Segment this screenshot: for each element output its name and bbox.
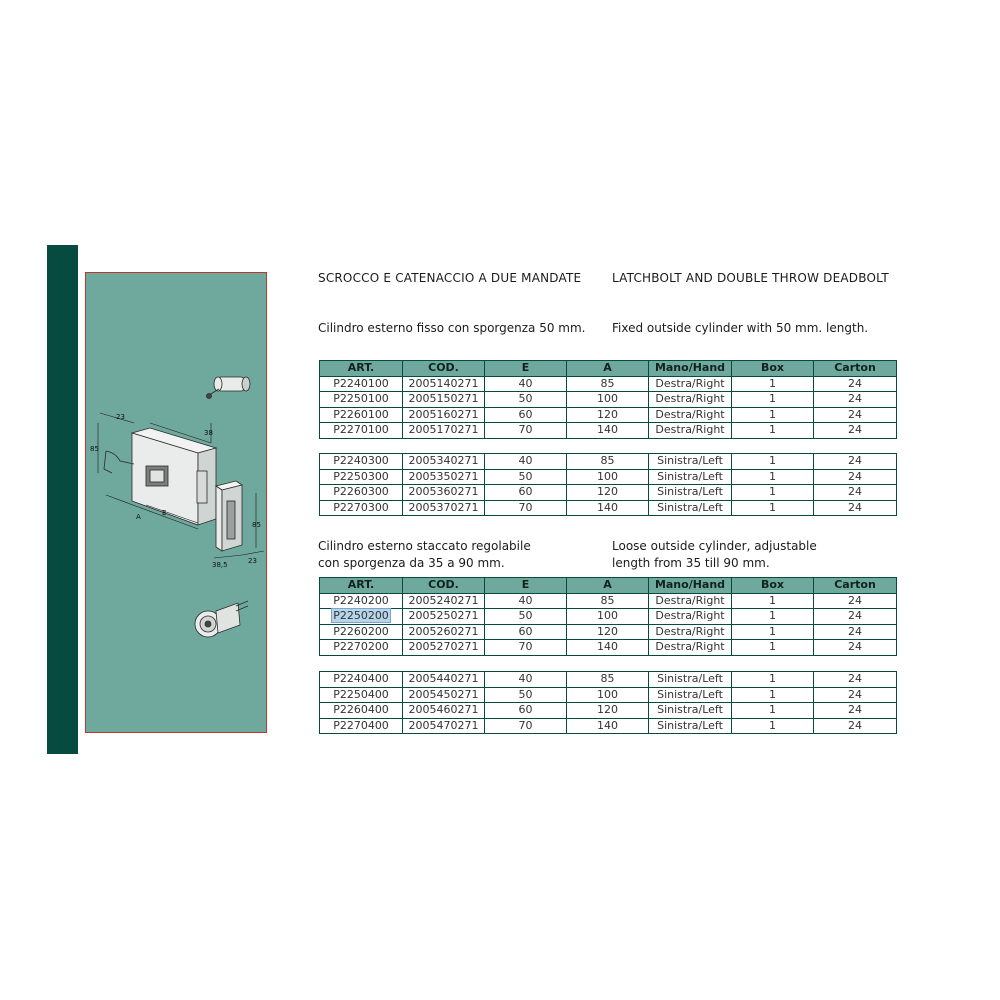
cell-art: P2270100 [320, 423, 403, 439]
cell-cod: 2005160271 [403, 407, 485, 423]
cell-box: 1 [732, 423, 814, 439]
cell-art [320, 609, 403, 625]
side-accent-bar [47, 245, 78, 754]
table-row [320, 376, 897, 392]
cell-art: P2260100 [320, 407, 403, 423]
cell-box: 1 [732, 672, 814, 688]
col-header-a: A [567, 361, 649, 377]
cell-art: P2250400 [320, 687, 403, 703]
cell-a: 140 [567, 500, 649, 516]
loose-cylinder-drawing [195, 601, 248, 637]
cell-hand: Sinistra/Left [649, 469, 732, 485]
cell-box: 1 [732, 624, 814, 640]
dim-a: A [136, 513, 141, 521]
cell-carton: 24 [814, 454, 897, 470]
cell-hand: Sinistra/Left [649, 703, 732, 719]
highlighted-article: P2250200 [333, 609, 389, 623]
fixed-cylinder-drawing [207, 377, 251, 399]
table-row [320, 500, 897, 516]
cell-carton: 24 [814, 624, 897, 640]
cell-cod: 2005250271 [403, 609, 485, 625]
dim-23-top: 23 [116, 413, 125, 421]
cell-hand: Sinistra/Left [649, 718, 732, 734]
table-header-row [320, 578, 897, 594]
col-header-box: Box [732, 578, 814, 594]
col-header-art: ART. [320, 361, 403, 377]
cell-hand: Destra/Right [649, 407, 732, 423]
table-header-row [320, 361, 897, 377]
strike-box-drawing [216, 481, 242, 551]
col-header-carton: Carton [814, 578, 897, 594]
cell-box: 1 [732, 593, 814, 609]
cell-box: 1 [732, 609, 814, 625]
col-header-hand: Mano/Hand [649, 361, 732, 377]
cell-carton: 24 [814, 609, 897, 625]
cell-a: 100 [567, 392, 649, 408]
subtitle-fixed-en: Fixed outside cylinder with 50 mm. length. [612, 321, 869, 335]
cell-carton: 24 [814, 593, 897, 609]
table-row [320, 454, 897, 470]
cell-hand: Destra/Right [649, 609, 732, 625]
spec-table-loose-left [319, 671, 897, 734]
table-row [320, 485, 897, 501]
dim-e: E [162, 509, 167, 517]
table-row [320, 609, 897, 625]
cell-art: P2240300 [320, 454, 403, 470]
cell-a: 85 [567, 454, 649, 470]
cell-box: 1 [732, 469, 814, 485]
cell-cod: 2005340271 [403, 454, 485, 470]
cell-box: 1 [732, 454, 814, 470]
table-row [320, 718, 897, 734]
cell-hand: Sinistra/Left [649, 687, 732, 703]
cell-art: P2270200 [320, 640, 403, 656]
cell-cod: 2005350271 [403, 469, 485, 485]
spec-table-fixed [319, 360, 897, 439]
spec-table-loose [319, 577, 897, 656]
cell-hand: Destra/Right [649, 640, 732, 656]
cell-carton: 24 [814, 469, 897, 485]
col-header-cod: COD. [403, 578, 485, 594]
table-row [320, 469, 897, 485]
subtitle-loose-it-2: con sporgenza da 35 a 90 mm. [318, 556, 505, 570]
table-row [320, 672, 897, 688]
table-row [320, 624, 897, 640]
cell-box: 1 [732, 640, 814, 656]
cell-a: 85 [567, 593, 649, 609]
dim-38: 38 [204, 429, 213, 437]
cell-e: 70 [485, 640, 567, 656]
table-row [320, 703, 897, 719]
col-header-a: A [567, 578, 649, 594]
cell-carton: 24 [814, 485, 897, 501]
col-header-hand: Mano/Hand [649, 578, 732, 594]
cell-box: 1 [732, 407, 814, 423]
cell-hand: Sinistra/Left [649, 500, 732, 516]
cell-e: 50 [485, 469, 567, 485]
cell-e: 50 [485, 609, 567, 625]
cell-carton: 24 [814, 392, 897, 408]
cell-e: 60 [485, 624, 567, 640]
cell-a: 140 [567, 640, 649, 656]
lock-body-drawing [104, 428, 216, 525]
dim-85-left: 85 [90, 445, 99, 453]
cell-cod: 2005140271 [403, 376, 485, 392]
cell-e: 70 [485, 500, 567, 516]
cell-carton: 24 [814, 376, 897, 392]
cell-carton: 24 [814, 718, 897, 734]
cell-a: 85 [567, 376, 649, 392]
col-header-e: E [485, 578, 567, 594]
table-row [320, 687, 897, 703]
subtitle-loose-en-2: length from 35 till 90 mm. [612, 556, 770, 570]
cell-e: 40 [485, 454, 567, 470]
subtitle-loose-it-1: Cilindro esterno staccato regolabile [318, 539, 531, 553]
dim-38-5: 38,5 [212, 561, 228, 569]
cell-e: 60 [485, 485, 567, 501]
cell-carton: 24 [814, 640, 897, 656]
cell-cod: 2005240271 [403, 593, 485, 609]
cell-box: 1 [732, 485, 814, 501]
title-italian: SCROCCO E CATENACCIO A DUE MANDATE [318, 271, 582, 285]
col-header-box: Box [732, 361, 814, 377]
cell-e: 50 [485, 392, 567, 408]
cell-hand: Destra/Right [649, 392, 732, 408]
cell-e: 70 [485, 423, 567, 439]
cell-box: 1 [732, 376, 814, 392]
cell-hand: Destra/Right [649, 423, 732, 439]
cell-a: 120 [567, 624, 649, 640]
cell-cod: 2005450271 [403, 687, 485, 703]
cell-hand: Destra/Right [649, 624, 732, 640]
cell-carton: 24 [814, 500, 897, 516]
cell-cod: 2005360271 [403, 485, 485, 501]
cell-a: 140 [567, 718, 649, 734]
cell-art: P2270300 [320, 500, 403, 516]
cell-cod: 2005150271 [403, 392, 485, 408]
cell-cod: 2005470271 [403, 718, 485, 734]
cell-hand: Sinistra/Left [649, 485, 732, 501]
cell-a: 120 [567, 407, 649, 423]
cell-carton: 24 [814, 423, 897, 439]
table-row [320, 392, 897, 408]
cell-art: P2240200 [320, 593, 403, 609]
cell-carton: 24 [814, 703, 897, 719]
col-header-art: ART. [320, 578, 403, 594]
cell-art: P2260200 [320, 624, 403, 640]
cell-a: 85 [567, 672, 649, 688]
cell-hand: Sinistra/Left [649, 672, 732, 688]
cell-hand: Destra/Right [649, 593, 732, 609]
cell-e: 60 [485, 703, 567, 719]
cell-box: 1 [732, 718, 814, 734]
dim-85-right: 85 [252, 521, 261, 529]
cell-e: 40 [485, 593, 567, 609]
title-english: LATCHBOLT AND DOUBLE THROW DEADBOLT [612, 271, 889, 285]
cell-cod: 2005460271 [403, 703, 485, 719]
cell-box: 1 [732, 392, 814, 408]
cell-a: 140 [567, 423, 649, 439]
cell-box: 1 [732, 703, 814, 719]
cell-box: 1 [732, 500, 814, 516]
cell-a: 100 [567, 469, 649, 485]
table-row [320, 593, 897, 609]
col-header-carton: Carton [814, 361, 897, 377]
table-row [320, 407, 897, 423]
cell-e: 70 [485, 718, 567, 734]
table-row [320, 640, 897, 656]
cell-art: P2250100 [320, 392, 403, 408]
cell-cod: 2005270271 [403, 640, 485, 656]
subtitle-loose-en-1: Loose outside cylinder, adjustable [612, 539, 817, 553]
cell-cod: 2005370271 [403, 500, 485, 516]
cell-cod: 2005260271 [403, 624, 485, 640]
subtitle-fixed-it: Cilindro esterno fisso con sporgenza 50 mm. [318, 321, 586, 335]
cell-cod: 2005170271 [403, 423, 485, 439]
cell-e: 60 [485, 407, 567, 423]
cell-art: P2240100 [320, 376, 403, 392]
table-row [320, 423, 897, 439]
cell-e: 40 [485, 376, 567, 392]
cell-art: P2260300 [320, 485, 403, 501]
cell-e: 40 [485, 672, 567, 688]
cell-carton: 24 [814, 687, 897, 703]
cell-a: 100 [567, 609, 649, 625]
cell-art: P2270400 [320, 718, 403, 734]
cell-cod: 2005440271 [403, 672, 485, 688]
cell-a: 120 [567, 703, 649, 719]
cell-hand: Destra/Right [649, 376, 732, 392]
cell-carton: 24 [814, 407, 897, 423]
col-header-cod: COD. [403, 361, 485, 377]
cell-art: P2250300 [320, 469, 403, 485]
dim-23-bottom: 23 [248, 557, 257, 565]
cell-a: 120 [567, 485, 649, 501]
cell-carton: 24 [814, 672, 897, 688]
cell-box: 1 [732, 687, 814, 703]
lock-technical-drawing [86, 273, 268, 734]
cell-e: 50 [485, 687, 567, 703]
spec-table-fixed-left [319, 453, 897, 516]
cell-art: P2260400 [320, 703, 403, 719]
cell-a: 100 [567, 687, 649, 703]
col-header-e: E [485, 361, 567, 377]
cell-art: P2240400 [320, 672, 403, 688]
cell-hand: Sinistra/Left [649, 454, 732, 470]
product-drawing-panel [85, 272, 267, 733]
